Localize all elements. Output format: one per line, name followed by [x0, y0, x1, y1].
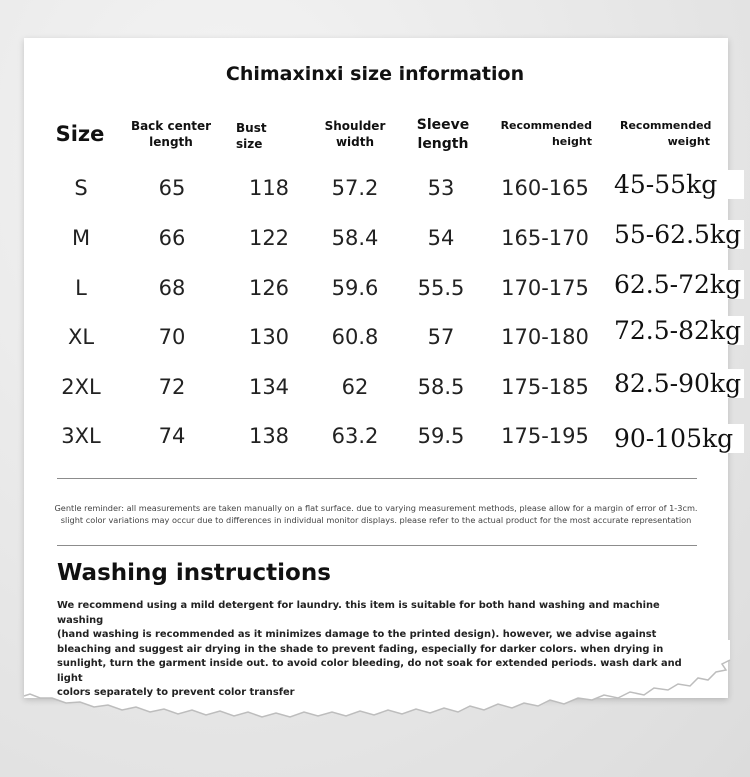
cell-shoulder-width: 57.2: [331, 176, 379, 200]
cell-back-center-length: 72: [158, 375, 186, 399]
cell-recommended-weight: 90-105kg: [614, 424, 744, 453]
cell-back-center-length: 74: [158, 424, 186, 448]
cell-recommended-height: 175-185: [501, 375, 589, 399]
divider-bottom: [57, 545, 697, 546]
cell-recommended-height: 170-180: [501, 325, 589, 349]
cell-recommended-weight: 82.5-90kg: [614, 369, 744, 398]
cell-bust-size: 138: [248, 424, 290, 448]
cell-shoulder-width: 62: [341, 375, 369, 399]
header-size: Size: [55, 122, 105, 146]
cell-sleeve-length: 54: [427, 226, 455, 250]
cell-bust-size: 122: [248, 226, 290, 250]
cell-back-center-length: 68: [158, 276, 186, 300]
cell-size: 3XL: [61, 424, 101, 448]
cell-sleeve-length: 59.5: [417, 424, 465, 448]
header-recommended-height: Recommended height: [500, 119, 592, 148]
cell-size: 2XL: [61, 375, 101, 399]
header-recommended-weight: Recommended weight: [620, 119, 712, 148]
cell-size: M: [71, 226, 91, 250]
cell-shoulder-width: 59.6: [331, 276, 379, 300]
cell-size: L: [75, 276, 87, 300]
cell-bust-size: 118: [248, 176, 290, 200]
header-bust-size: Bust size: [236, 121, 267, 151]
cell-recommended-weight: 62.5-72kg: [614, 270, 744, 299]
washing-instructions-title: Washing instructions: [57, 560, 331, 586]
cell-recommended-weight: 55-62.5kg: [614, 220, 744, 249]
cell-sleeve-length: 55.5: [417, 276, 465, 300]
cell-recommended-height: 170-175: [501, 276, 589, 300]
header-back-center-length: Back center length: [130, 119, 212, 149]
cell-shoulder-width: 63.2: [331, 424, 379, 448]
cell-sleeve-length: 58.5: [417, 375, 465, 399]
cell-bust-size: 134: [248, 375, 290, 399]
cell-back-center-length: 66: [158, 226, 186, 250]
cell-back-center-length: 70: [158, 325, 186, 349]
cell-recommended-height: 175-195: [501, 424, 589, 448]
gentle-reminder: Gentle reminder: all measurements are taken manually on a flat surface. due to varying measurement methods, please allow for a margin of error of 1-3cm. slight color variations may occur due to differences in individual monitor displays. please refer to the actual product for the most accurate representation: [54, 503, 698, 525]
cell-recommended-height: 160-165: [501, 176, 589, 200]
cell-bust-size: 130: [248, 325, 290, 349]
size-chart-title: Chimaxinxi size information: [225, 63, 525, 85]
cell-size: XL: [67, 325, 95, 349]
cell-shoulder-width: 60.8: [331, 325, 379, 349]
divider-top: [57, 478, 697, 479]
cell-recommended-weight: 72.5-82kg: [614, 316, 744, 345]
cell-recommended-weight: 45-55kg: [614, 170, 744, 199]
cell-back-center-length: 65: [158, 176, 186, 200]
cell-recommended-height: 165-170: [501, 226, 589, 250]
cell-bust-size: 126: [248, 276, 290, 300]
cell-size: S: [74, 176, 88, 200]
cell-shoulder-width: 58.4: [331, 226, 379, 250]
cell-sleeve-length: 53: [427, 176, 455, 200]
washing-instructions-text: We recommend using a mild detergent for laundry. this item is suitable for both hand washing and machine washing (hand washing is recommended as it minimizes damage to the printed design). however, we advise against bleaching and suggest air drying in the shade to prevent fading, especially for darker colors. when drying in sunlight, turn the garment inside out. to avoid color bleeding, do not soak for extended periods. wash dark and light colors separately to prevent color transfer: [57, 600, 682, 698]
header-sleeve-length: Sleeve length: [416, 117, 470, 152]
header-shoulder-width: Shoulder width: [324, 119, 386, 149]
cell-sleeve-length: 57: [427, 325, 455, 349]
